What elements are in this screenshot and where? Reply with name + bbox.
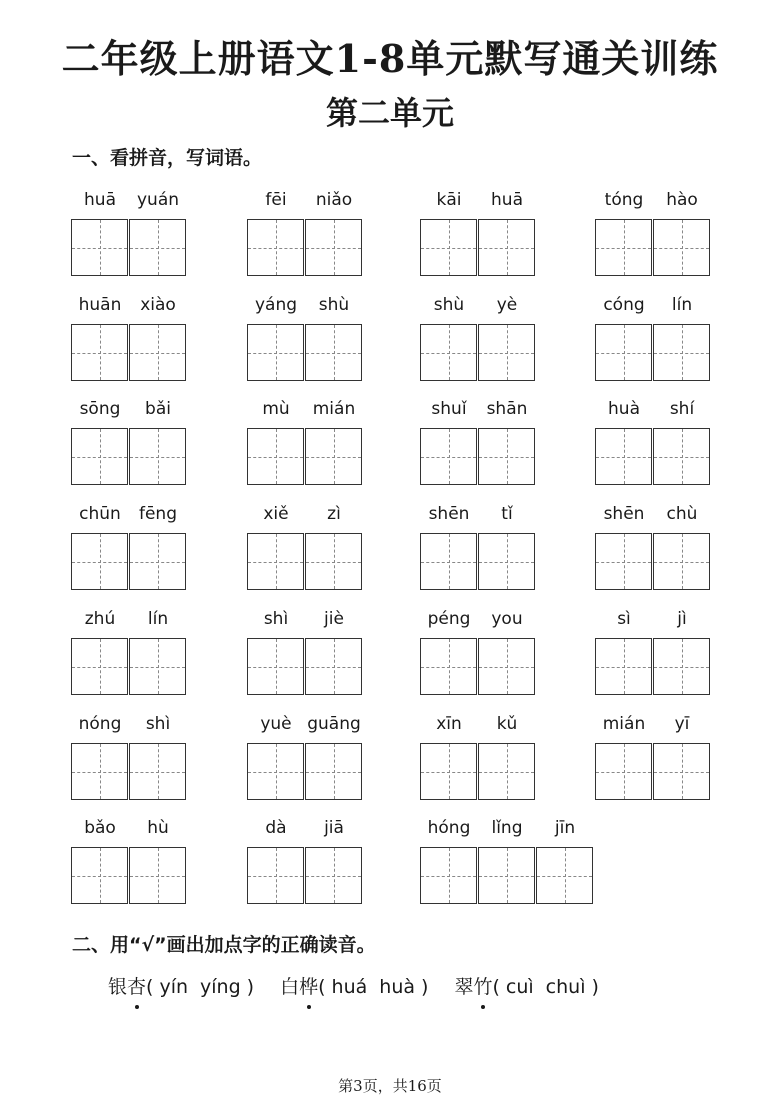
pinyin-line — [71, 395, 187, 423]
writing-box[interactable] — [420, 324, 477, 381]
pinyin-line — [247, 186, 363, 214]
writing-box[interactable] — [536, 847, 593, 904]
pinyin-syllable: chūn — [79, 504, 121, 524]
pinyin-line — [420, 814, 594, 842]
pinyin-syllable: fēi — [265, 190, 287, 210]
reading-option[interactable]: chuì — [545, 976, 586, 998]
writing-box[interactable] — [247, 324, 304, 381]
writing-boxes — [247, 847, 363, 904]
writing-box[interactable] — [247, 743, 304, 800]
pinyin-line — [420, 395, 536, 423]
pinyin-syllable: shān — [486, 399, 528, 419]
page-title: 二年级上册语文1-8单元默写通关训练 — [61, 36, 719, 81]
writing-box[interactable] — [247, 638, 304, 695]
pinyin-line — [71, 500, 187, 528]
paren-open: ( — [146, 976, 154, 998]
writing-boxes — [247, 428, 363, 485]
pinyin-syllable: yī — [674, 714, 690, 734]
paren-close: ) — [421, 976, 429, 998]
pinyin-syllable: shù — [318, 295, 350, 315]
pinyin-line — [420, 291, 536, 319]
word-char: 白 — [280, 976, 300, 998]
pinyin-syllable: zì — [327, 504, 341, 524]
pinyin-syllable: bǎi — [145, 399, 171, 419]
writing-box[interactable] — [478, 533, 535, 590]
pinyin-line — [71, 814, 187, 842]
writing-boxes — [71, 743, 187, 800]
reading-option[interactable]: huà — [379, 976, 416, 998]
writing-box[interactable] — [420, 743, 477, 800]
pinyin-syllable: shēn — [428, 504, 470, 524]
pinyin-syllable: xiě — [263, 504, 289, 524]
writing-box[interactable] — [305, 847, 362, 904]
writing-box[interactable] — [129, 219, 186, 276]
writing-box[interactable] — [305, 533, 362, 590]
pinyin-syllable: yuán — [136, 190, 180, 210]
writing-boxes — [595, 219, 711, 276]
pinyin-line — [71, 710, 187, 738]
writing-boxes — [595, 743, 711, 800]
writing-box[interactable] — [247, 847, 304, 904]
pinyin-line — [247, 291, 363, 319]
pinyin-line — [420, 710, 536, 738]
writing-box[interactable] — [478, 847, 535, 904]
pinyin-syllable: huā — [84, 190, 116, 210]
pinyin-line — [595, 291, 711, 319]
writing-box[interactable] — [305, 428, 362, 485]
writing-box[interactable] — [478, 428, 535, 485]
pinyin-syllable: zhú — [84, 609, 116, 629]
writing-boxes — [420, 428, 536, 485]
pinyin-syllable: yuè — [260, 714, 292, 734]
pinyin-syllable: yè — [496, 295, 518, 315]
pinyin-syllable: dà — [265, 818, 287, 838]
writing-box[interactable] — [71, 533, 128, 590]
pinyin-syllable: shuǐ — [431, 399, 467, 419]
writing-box[interactable] — [71, 743, 128, 800]
writing-box[interactable] — [129, 638, 186, 695]
writing-box[interactable] — [420, 638, 477, 695]
unit-subtitle: 第二单元 — [325, 94, 454, 132]
pinyin-syllable: lín — [147, 609, 169, 629]
writing-boxes — [595, 324, 711, 381]
pinyin-syllable: niǎo — [315, 190, 353, 210]
pinyin-syllable: shì — [263, 609, 289, 629]
writing-box[interactable] — [71, 428, 128, 485]
pinyin-syllable: huā — [491, 190, 523, 210]
pinyin-syllable: lǐng — [491, 818, 523, 838]
dotted-char: 桦 — [299, 972, 318, 999]
writing-box[interactable] — [247, 533, 304, 590]
writing-boxes — [247, 219, 363, 276]
writing-box[interactable] — [653, 533, 710, 590]
pinyin-syllable: chù — [666, 504, 698, 524]
writing-box[interactable] — [653, 428, 710, 485]
pinyin-line — [595, 395, 711, 423]
pinyin-syllable: shì — [145, 714, 171, 734]
pinyin-syllable: jiā — [324, 818, 344, 838]
writing-box[interactable] — [305, 324, 362, 381]
writing-box[interactable] — [653, 638, 710, 695]
paren-close: ) — [246, 976, 255, 998]
pinyin-line — [247, 500, 363, 528]
pinyin-line — [71, 186, 187, 214]
reading-option[interactable]: cuì — [505, 976, 534, 998]
writing-box[interactable] — [420, 533, 477, 590]
writing-box[interactable] — [478, 743, 535, 800]
pinyin-syllable: huān — [78, 295, 122, 315]
writing-boxes — [420, 324, 536, 381]
pinyin-line — [247, 605, 363, 633]
writing-boxes — [247, 743, 363, 800]
pinyin-line — [71, 291, 187, 319]
pinyin-syllable: xīn — [436, 714, 462, 734]
pinyin-line — [247, 814, 363, 842]
writing-box[interactable] — [129, 428, 186, 485]
writing-boxes — [247, 324, 363, 381]
writing-boxes — [71, 324, 187, 381]
pinyin-line — [595, 500, 711, 528]
paren-open: ( — [492, 976, 500, 998]
pinyin-line — [420, 186, 536, 214]
writing-box[interactable] — [595, 638, 652, 695]
writing-box[interactable] — [595, 428, 652, 485]
writing-box[interactable] — [71, 638, 128, 695]
reading-choice-item — [108, 972, 254, 999]
reading-option[interactable]: yín — [159, 976, 189, 998]
pinyin-syllable: nóng — [78, 714, 122, 734]
reading-choice-item — [454, 972, 598, 999]
writing-boxes — [71, 847, 187, 904]
writing-box[interactable] — [420, 428, 477, 485]
writing-box[interactable] — [129, 743, 186, 800]
writing-box[interactable] — [595, 219, 652, 276]
pinyin-syllable: huà — [608, 399, 640, 419]
writing-boxes — [420, 847, 594, 904]
pinyin-line — [595, 710, 711, 738]
pinyin-syllable: guāng — [307, 714, 361, 734]
pinyin-syllable: péng — [427, 609, 471, 629]
pinyin-syllable: hào — [666, 190, 698, 210]
pinyin-syllable: jiè — [324, 609, 344, 629]
writing-box[interactable] — [420, 219, 477, 276]
pinyin-syllable: sōng — [79, 399, 121, 419]
section-2-heading: 二、用“√”画出加点字的正确读音。 — [72, 934, 376, 956]
writing-boxes — [420, 743, 536, 800]
writing-boxes — [247, 533, 363, 590]
pinyin-syllable: fēng — [138, 504, 177, 524]
pinyin-syllable: hù — [147, 818, 169, 838]
writing-box[interactable] — [71, 324, 128, 381]
dotted-char: 竹 — [473, 972, 492, 999]
writing-box[interactable] — [71, 219, 128, 276]
writing-box[interactable] — [305, 743, 362, 800]
pinyin-line — [71, 605, 187, 633]
writing-boxes — [420, 638, 536, 695]
writing-box[interactable] — [129, 324, 186, 381]
writing-box[interactable] — [595, 533, 652, 590]
pinyin-syllable: jì — [677, 609, 687, 629]
pinyin-syllable: shēn — [603, 504, 645, 524]
writing-box[interactable] — [478, 324, 535, 381]
writing-box[interactable] — [129, 533, 186, 590]
dotted-char: 杏 — [127, 972, 146, 999]
page-footer: 第3页，共16页 — [338, 1077, 442, 1095]
writing-box[interactable] — [595, 743, 652, 800]
pinyin-line — [595, 186, 711, 214]
paren-open: ( — [318, 976, 326, 998]
pinyin-syllable: bǎo — [84, 818, 116, 838]
reading-option[interactable]: yíng — [200, 976, 241, 998]
pinyin-syllable: you — [491, 609, 523, 629]
writing-box[interactable] — [653, 743, 710, 800]
writing-box[interactable] — [305, 219, 362, 276]
pinyin-syllable: sì — [617, 609, 631, 629]
writing-boxes — [247, 638, 363, 695]
writing-box[interactable] — [478, 219, 535, 276]
pinyin-syllable: cóng — [603, 295, 645, 315]
pinyin-syllable: shí — [669, 399, 695, 419]
pinyin-syllable: xiào — [140, 295, 176, 315]
pinyin-syllable: tóng — [604, 190, 644, 210]
pinyin-syllable: jīn — [554, 818, 576, 838]
paren-close: ) — [591, 976, 599, 998]
pinyin-syllable: tǐ — [501, 504, 513, 524]
writing-boxes — [71, 219, 187, 276]
writing-boxes — [420, 219, 536, 276]
pinyin-line — [420, 605, 536, 633]
pinyin-line — [420, 500, 536, 528]
pinyin-syllable: shù — [433, 295, 465, 315]
writing-box[interactable] — [420, 847, 477, 904]
pinyin-line — [247, 710, 363, 738]
pinyin-syllable: lín — [671, 295, 693, 315]
pinyin-line — [247, 395, 363, 423]
writing-boxes — [420, 533, 536, 590]
word-char: 翠 — [454, 976, 474, 998]
word-char: 银 — [108, 976, 128, 998]
section-1-heading: 一、看拼音，写词语。 — [72, 147, 263, 169]
pinyin-line — [595, 605, 711, 633]
writing-box[interactable] — [653, 324, 710, 381]
pinyin-syllable: kǔ — [496, 714, 518, 734]
writing-box[interactable] — [305, 638, 362, 695]
writing-box[interactable] — [247, 428, 304, 485]
pinyin-syllable: hóng — [427, 818, 471, 838]
writing-box[interactable] — [595, 324, 652, 381]
writing-boxes — [595, 638, 711, 695]
pinyin-syllable: mián — [602, 714, 646, 734]
pinyin-syllable: kāi — [436, 190, 462, 210]
writing-boxes — [71, 428, 187, 485]
reading-option[interactable]: huá — [331, 976, 368, 998]
writing-box[interactable] — [653, 219, 710, 276]
reading-choice-row — [108, 972, 625, 999]
writing-box[interactable] — [247, 219, 304, 276]
writing-box[interactable] — [71, 847, 128, 904]
pinyin-syllable: mù — [262, 399, 290, 419]
reading-choice-item — [280, 972, 428, 999]
writing-boxes — [595, 428, 711, 485]
writing-boxes — [71, 533, 187, 590]
writing-box[interactable] — [478, 638, 535, 695]
writing-boxes — [71, 638, 187, 695]
writing-boxes — [595, 533, 711, 590]
pinyin-syllable: mián — [312, 399, 356, 419]
writing-box[interactable] — [129, 847, 186, 904]
pinyin-syllable: yáng — [254, 295, 298, 315]
